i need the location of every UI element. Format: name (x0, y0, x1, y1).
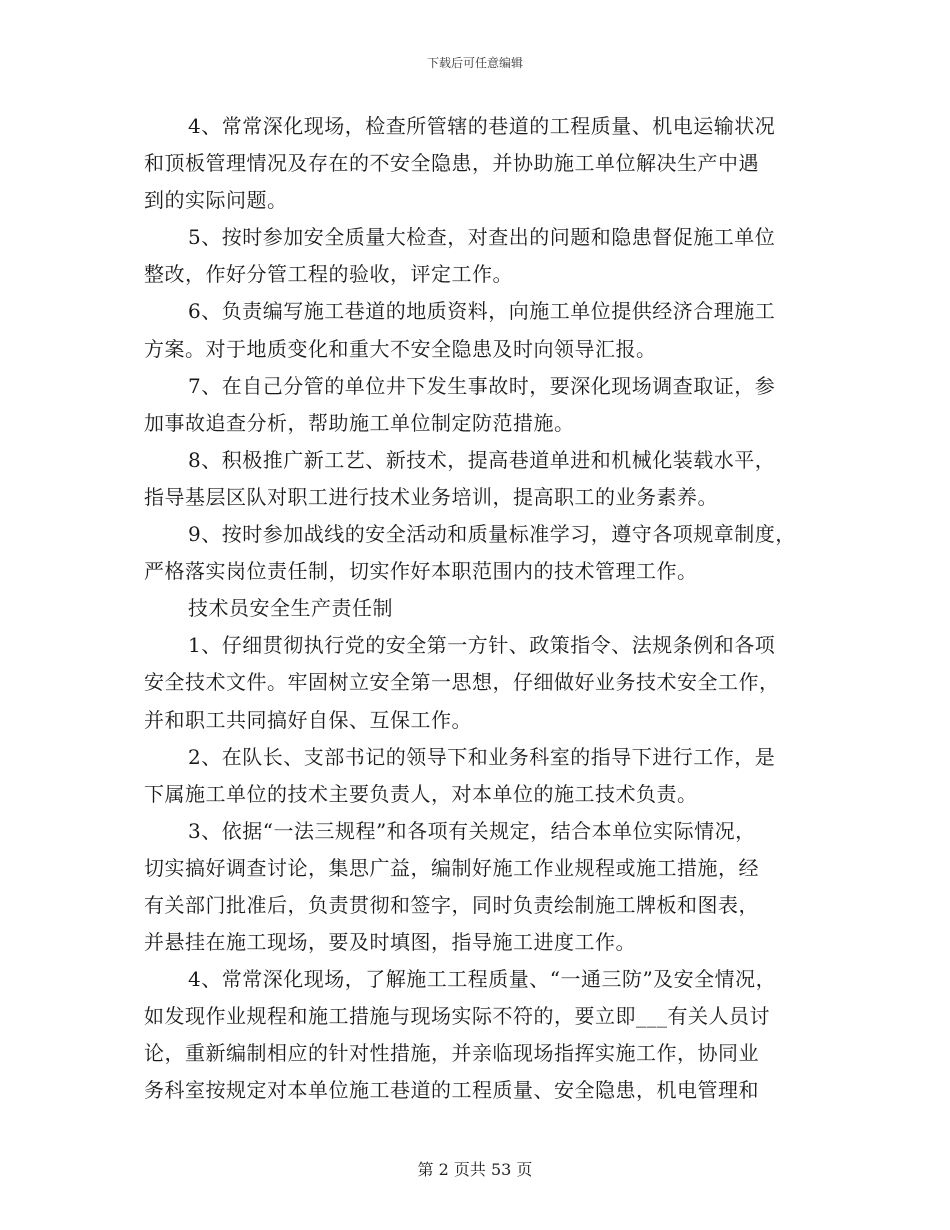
document-body (144, 108, 824, 1110)
page-footer: 第 2 页共 53 页 (417, 1160, 533, 1179)
section-heading: 技术员安全生产责任制 (188, 596, 393, 621)
text-line: 4、常常深化现场，检查所管辖的巷道的工程质量、机电运输状况 (188, 114, 776, 138)
text-line: 安全技术文件。牢固树立安全第一思想，仔细做好业务技术安全工作， (144, 670, 780, 695)
text-line: 并悬挂在施工现场，要及时填图，指导施工进度工作。 (144, 930, 636, 955)
text-line: 论，重新编制相应的针对性措施，并亲临现场指挥实施工作，协同业 (144, 1041, 759, 1066)
text-line: 加事故追查分析，帮助施工单位制定防范措施。 (144, 410, 575, 435)
text-line: 1、仔细贯彻执行党的安全第一方针、政策指令、法规条例和各项 (188, 633, 776, 658)
text-line: 4、常常深化现场，了解施工工程质量、“一通三防”及安全情况， (188, 967, 777, 992)
text-line: 下属施工单位的技术主要负责人，对本单位的施工技术负责。 (144, 781, 698, 806)
text-line: 到的实际问题。 (144, 188, 288, 213)
text-line: 方案。对于地质变化和重大不安全隐患及时向领导汇报。 (144, 336, 657, 361)
text-line: 和顶板管理情况及存在的不安全隐患，并协助施工单位解决生产中遇 (144, 151, 759, 176)
text-line: 有关部门批准后，负责贯彻和签字，同时负责绘制施工牌板和图表， (144, 892, 759, 917)
text-line: 严格落实岗位责任制，切实作好本职范围内的技术管理工作。 (144, 559, 698, 584)
text-line: 切实搞好调查讨论，集思广益，编制好施工作业规程或施工措施，经 (144, 855, 759, 880)
text-line: 7、在自己分管的单位井下发生事故时，要深化现场调查取证，参 (188, 373, 776, 398)
text-line: 指导基层区队对职工进行技术业务培训，提高职工的业务素养。 (144, 484, 718, 509)
text-line: 3、依据“一法三规程”和各项有关规定，结合本单位实际情况， (188, 818, 756, 843)
page-header: 下载后可任意编辑 (426, 56, 523, 70)
text-line: 9、按时参加战线的安全活动和质量标准学习，遵守各项规章制度， (188, 522, 796, 547)
text-line: 8、积极推广新工艺、新技术，提高巷道单进和机械化装载水平， (188, 447, 776, 472)
text-line: 如发现作业规程和施工措施与现场实际不符的，要立即___有关人员讨 (144, 1004, 770, 1029)
text-line: 整改，作好分管工程的验收，评定工作。 (144, 262, 513, 287)
text-line: 2、在队长、支部书记的领导下和业务科室的指导下进行工作，是 (188, 744, 776, 769)
text-line: 务科室按规定对本单位施工巷道的工程质量、安全隐患，机电管理和 (144, 1078, 759, 1103)
text-line: 5、按时参加安全质量大检查，对查出的问题和隐患督促施工单位 (188, 225, 776, 250)
text-line: 6、负责编写施工巷道的地质资料，向施工单位提供经济合理施工 (188, 299, 776, 324)
text-line: 并和职工共同搞好自保、互保工作。 (144, 707, 472, 732)
